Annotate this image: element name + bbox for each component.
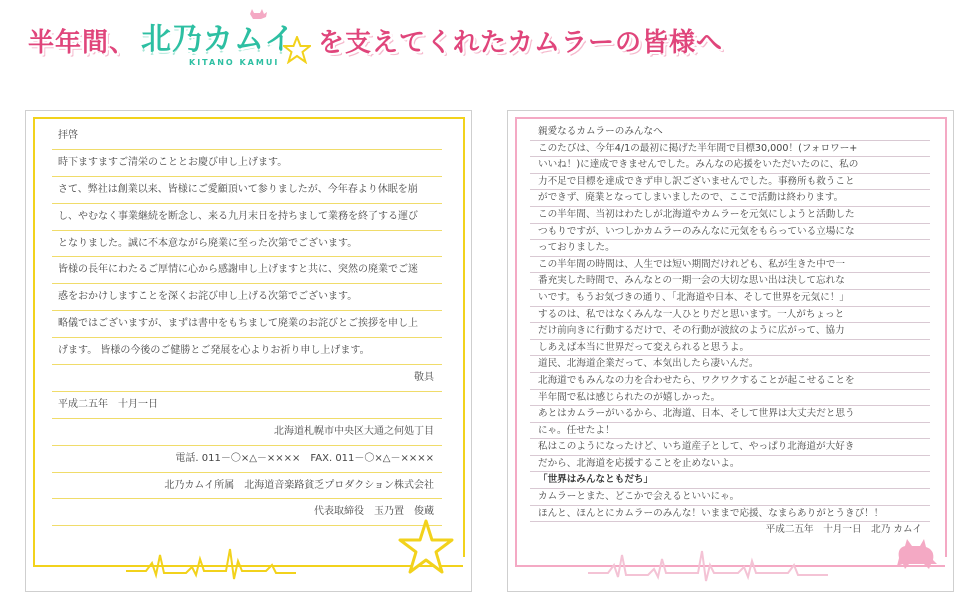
letter-frame-top: [515, 117, 947, 119]
letter-line: だけ前向きに行動するだけで、その行動が波紋のように広がって、協力: [530, 323, 930, 340]
kitano-kamui-logo: [135, 6, 310, 72]
logo-cat-icon: [247, 6, 269, 22]
letter-line: 略儀ではございますが、まずは書中をもちまして廃業のお詫びとご挨拶を申し上: [52, 311, 442, 338]
cat-icon: [893, 536, 939, 572]
letter-line: しあえば本当に世界だって変えられると思うよ。: [530, 340, 930, 357]
letter-line: つもりですが、いつしかカムラーのみんなに元気をもらっている立場にな: [530, 224, 930, 241]
logo-text: 北乃カムイ: [141, 22, 296, 57]
logo-star-icon: [283, 36, 311, 64]
farewell-letter: [507, 110, 954, 592]
letter-frame-top: [33, 117, 465, 119]
letter-line: 北海道でもみんなの力を合わせたら、ワクワクすることが起こせることを: [530, 373, 930, 390]
letter-line: この半年間、当初はわたしが北海道やカムラーを元気にしようと活動した: [530, 207, 930, 224]
heartbeat-line-icon: [588, 543, 828, 583]
letter-line: 平成二五年 十月一日: [52, 392, 442, 419]
letter-line: 「世界はみんなともだち」: [530, 472, 930, 489]
header-text-after: を支えてくれたカムラーの皆様へ: [318, 28, 724, 58]
letter-frame-right: [463, 117, 465, 557]
letter-line: 私はこのようになったけど、いち道産子として、やっぱり北海道が大好き: [530, 439, 930, 456]
letter-line: 道民、北海道企業だって、本気出したら凄いんだ。: [530, 356, 930, 373]
star-icon: [396, 519, 454, 575]
letter-line: カムラーとまた、どこかで会えるといいにゃ。: [530, 489, 930, 506]
letter-line: 半年間で私は感じられたのが嬉しかった。: [530, 390, 930, 407]
letter-line: だから、北海道を応援することを止めないよ。: [530, 456, 930, 473]
letter-line: げます。 皆様の今後のご健勝とご発展を心よりお祈り申し上げます。: [52, 338, 442, 365]
letter-line: するのは、私ではなくみんな一人ひとりだと思います。一人がちょっと: [530, 307, 930, 324]
letter-line: っておりました。: [530, 240, 930, 257]
letter-line: 北海道札幌市中央区大通之何処丁目: [52, 419, 442, 446]
letter-line: ほんと、ほんとにカムラーのみんな！いままで応援、なまらありがとうきび！！: [530, 506, 930, 523]
letter-lines: [530, 124, 930, 539]
letter-line: このたびは、今年4/1の最初に掲げた半年間で目標30,000！(フォロワー+: [530, 141, 930, 158]
letter-line: 惑をおかけしますことを深くお詫び申し上げる次第でございます。: [52, 284, 442, 311]
header-text-before: 半年間、: [28, 28, 137, 58]
letter-line: さて、弊社は創業以来、皆様にご愛顧頂いて参りましたが、今年春より休眠を崩: [52, 177, 442, 204]
letter-line: 平成二五年 十月一日 北乃 カムイ: [765, 524, 922, 536]
page-header: [0, 0, 980, 80]
letter-line: し、やむなく事業継続を断念し、来る九月末日を持ちまして業務を終了する運び: [52, 204, 442, 231]
letter-line: 親愛なるカムラーのみんなへ: [530, 124, 930, 141]
letter-line: 北乃カムイ所属 北海道音楽路貧乏プロダクション株式会社: [52, 473, 442, 500]
letter-line: いいね！)に達成できませんでした。みんなの応援をいただいたのに、私の: [530, 157, 930, 174]
letter-line: となりました。誠に不本意ながら廃業に至った次第でございます。: [52, 231, 442, 258]
letter-line: この半年間の時間は、人生では短い期間だけれども、私が生きた中で一: [530, 257, 930, 274]
closure-notice-letter: [25, 110, 472, 592]
letter-line: 時下ますますご清栄のこととお慶び申し上げます。: [52, 150, 442, 177]
letter-line: 皆様の長年にわたるご厚情に心から感謝申し上げますと共に、突然の廃業でご迷: [52, 257, 442, 284]
letter-lines: [52, 123, 442, 526]
heartbeat-line-icon: [126, 541, 296, 581]
letter-line: 番充実した時間で、みんなとの一期一会の大切な思い出は決して忘れな: [530, 273, 930, 290]
logo-subtitle: KITANO KAMUI: [189, 58, 280, 67]
letter-frame-right: [945, 117, 947, 557]
letter-line: 拝啓: [52, 123, 442, 150]
letter-line: 電話. 011－〇×△－×××× FAX. 011－〇×△－××××: [52, 446, 442, 473]
letter-line: にゃ。任せたよ！: [530, 423, 930, 440]
letter-line: あとはカムラーがいるから、北海道、日本、そして世界は大丈夫だと思う: [530, 406, 930, 423]
letter-line: 力不足で目標を達成できず申し訳ございませんでした。事務所も救うこと: [530, 174, 930, 191]
letter-line: 代表取締役 玉乃置 俊蔵: [52, 499, 442, 526]
letter-line: 敬具: [52, 365, 442, 392]
letter-line: いです。もうお気づきの通り、「北海道や日本、そして世界を元気に！」: [530, 290, 930, 307]
letter-line: ができず、廃業となってしまいましたので、ここで活動は終わります。: [530, 190, 930, 207]
